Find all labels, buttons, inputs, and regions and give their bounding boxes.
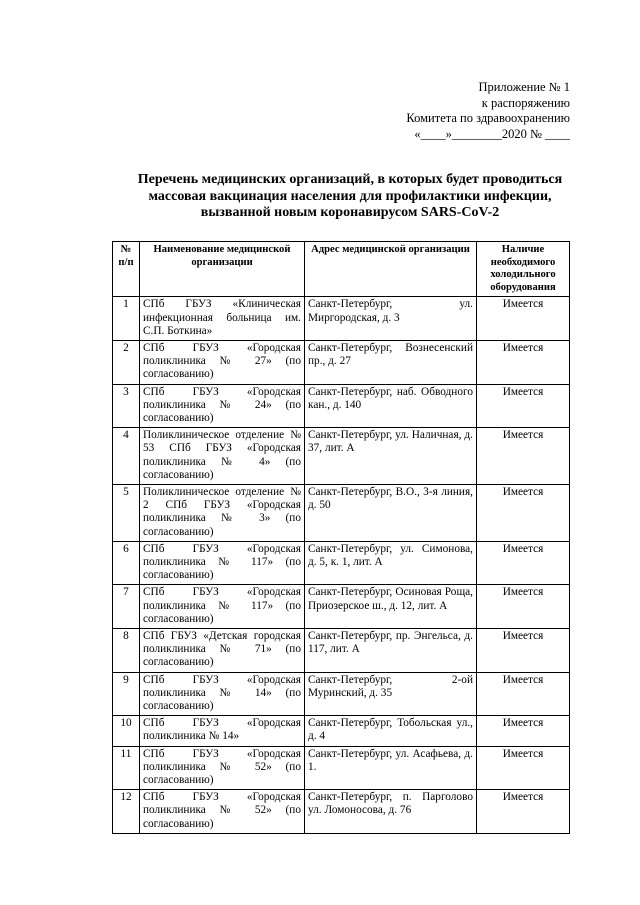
row-equipment-status: Имеется bbox=[477, 746, 570, 790]
table-row bbox=[113, 485, 570, 542]
table-row bbox=[113, 672, 570, 716]
row-equipment-status: Имеется bbox=[477, 629, 570, 673]
appendix-committee: Комитета по здравоохранению bbox=[406, 111, 570, 125]
row-number: 4 bbox=[113, 428, 140, 485]
row-organization-name: СПб ГБУЗ «Городская поликлиника № 14» bbox=[140, 716, 305, 746]
row-equipment-status: Имеется bbox=[477, 672, 570, 716]
row-number: 8 bbox=[113, 629, 140, 673]
row-organization-address: Санкт-Петербург, Вознесенский пр., д. 27 bbox=[305, 340, 477, 384]
row-number: 2 bbox=[113, 340, 140, 384]
row-number: 3 bbox=[113, 384, 140, 428]
row-equipment-status: Имеется bbox=[477, 716, 570, 746]
row-organization-address: Санкт-Петербург, ул. Наличная, д. 37, лит. А bbox=[305, 428, 477, 485]
header-number: № п/п bbox=[113, 242, 140, 297]
row-number: 6 bbox=[113, 541, 140, 585]
header-organization-address: Адрес медицинской организации bbox=[305, 242, 477, 297]
title-line-2: массовая вакцинация населения для профилактики инфекции, bbox=[148, 188, 552, 204]
row-organization-name: СПб ГБУЗ «Городская поликлиника № 24» (по согласованию) bbox=[140, 384, 305, 428]
table-row bbox=[113, 340, 570, 384]
table-row bbox=[113, 384, 570, 428]
row-number: 9 bbox=[113, 672, 140, 716]
appendix-order: к распоряжению bbox=[481, 95, 570, 110]
row-organization-name: СПб ГБУЗ «Городская поликлиника № 117» (по согласованию) bbox=[140, 585, 305, 629]
row-equipment-status: Имеется bbox=[477, 340, 570, 384]
row-organization-name: СПб ГБУЗ «Клиническая инфекционная больница им. С.П. Боткина» bbox=[140, 297, 305, 341]
row-number: 1 bbox=[113, 297, 140, 341]
table-row bbox=[113, 746, 570, 790]
appendix-number: Приложение № 1 bbox=[478, 80, 570, 94]
row-equipment-status: Имеется bbox=[477, 384, 570, 428]
row-organization-name: СПб ГБУЗ «Городская поликлиника № 117» (по согласованию) bbox=[140, 541, 305, 585]
row-organization-address: Санкт-Петербург, ул. Симонова, д. 5, к. 1, лит. А bbox=[305, 541, 477, 585]
row-organization-address: Санкт-Петербург, В.О., 3-я линия, д. 50 bbox=[305, 485, 477, 542]
row-equipment-status: Имеется bbox=[477, 790, 570, 834]
table-row bbox=[113, 716, 570, 746]
row-organization-name: СПб ГБУЗ «Городская поликлиника № 27» (по согласованию) bbox=[140, 340, 305, 384]
table-header-row bbox=[113, 242, 570, 297]
row-number: 11 bbox=[113, 746, 140, 790]
row-organization-address: Санкт-Петербург, Тобольская ул., д. 4 bbox=[305, 716, 477, 746]
title-line-3: вызванной новым коронавирусом SARS-CoV-2 bbox=[200, 205, 500, 220]
row-organization-name: Поликлиническое отделение № 53 СПб ГБУЗ «Городская поликлиника № 4» (по согласованию) bbox=[140, 428, 305, 485]
row-number: 7 bbox=[113, 585, 140, 629]
row-organization-name: СПб ГБУЗ «Городская поликлиника № 14» (по согласованию) bbox=[140, 672, 305, 716]
row-organization-name: СПб ГБУЗ «Детская городская поликлиника № 71» (по согласованию) bbox=[140, 629, 305, 673]
row-number: 10 bbox=[113, 716, 140, 746]
table-row bbox=[113, 629, 570, 673]
row-number: 12 bbox=[113, 790, 140, 834]
row-organization-name: СПб ГБУЗ «Городская поликлиника № 52» (по согласованию) bbox=[140, 790, 305, 834]
row-organization-address: Санкт-Петербург, пр. Энгельса, д. 117, лит. А bbox=[305, 629, 477, 673]
appendix-date-number: «____»________2020 № ____ bbox=[414, 126, 570, 141]
row-organization-address: Санкт-Петербург, ул. Миргородская, д. 3 bbox=[305, 297, 477, 341]
header-organization-name: Наименование медицинской организации bbox=[140, 242, 305, 297]
table-row bbox=[113, 297, 570, 341]
row-equipment-status: Имеется bbox=[477, 541, 570, 585]
table-body bbox=[113, 297, 570, 834]
table-row bbox=[113, 790, 570, 834]
row-organization-address: Санкт-Петербург, 2-ой Муринский, д. 35 bbox=[305, 672, 477, 716]
row-number: 5 bbox=[113, 485, 140, 542]
row-organization-address: Санкт-Петербург, Осиновая Роща, Приозерское ш., д. 12, лит. А bbox=[305, 585, 477, 629]
document-title bbox=[120, 172, 580, 222]
table-row bbox=[113, 541, 570, 585]
table-row bbox=[113, 585, 570, 629]
organizations-table bbox=[112, 241, 570, 834]
row-organization-address: Санкт-Петербург, наб. Обводного кан., д. 140 bbox=[305, 384, 477, 428]
appendix-header bbox=[406, 80, 570, 142]
row-equipment-status: Имеется bbox=[477, 297, 570, 341]
row-equipment-status: Имеется bbox=[477, 428, 570, 485]
row-organization-address: Санкт-Петербург, п. Парголово ул. Ломоносова, д. 76 bbox=[305, 790, 477, 834]
row-organization-address: Санкт-Петербург, ул. Асафьева, д. 1. bbox=[305, 746, 477, 790]
row-organization-name: СПб ГБУЗ «Городская поликлиника № 52» (по согласованию) bbox=[140, 746, 305, 790]
row-equipment-status: Имеется bbox=[477, 585, 570, 629]
header-equipment: Наличие необходимого холодильного оборудования bbox=[477, 242, 570, 297]
row-organization-name: Поликлиническое отделение № 2 СПб ГБУЗ «Городская поликлиника № 3» (по согласованию) bbox=[140, 485, 305, 542]
row-equipment-status: Имеется bbox=[477, 485, 570, 542]
table-row bbox=[113, 428, 570, 485]
title-line-1: Перечень медицинских организаций, в которых будет проводиться bbox=[137, 172, 563, 187]
